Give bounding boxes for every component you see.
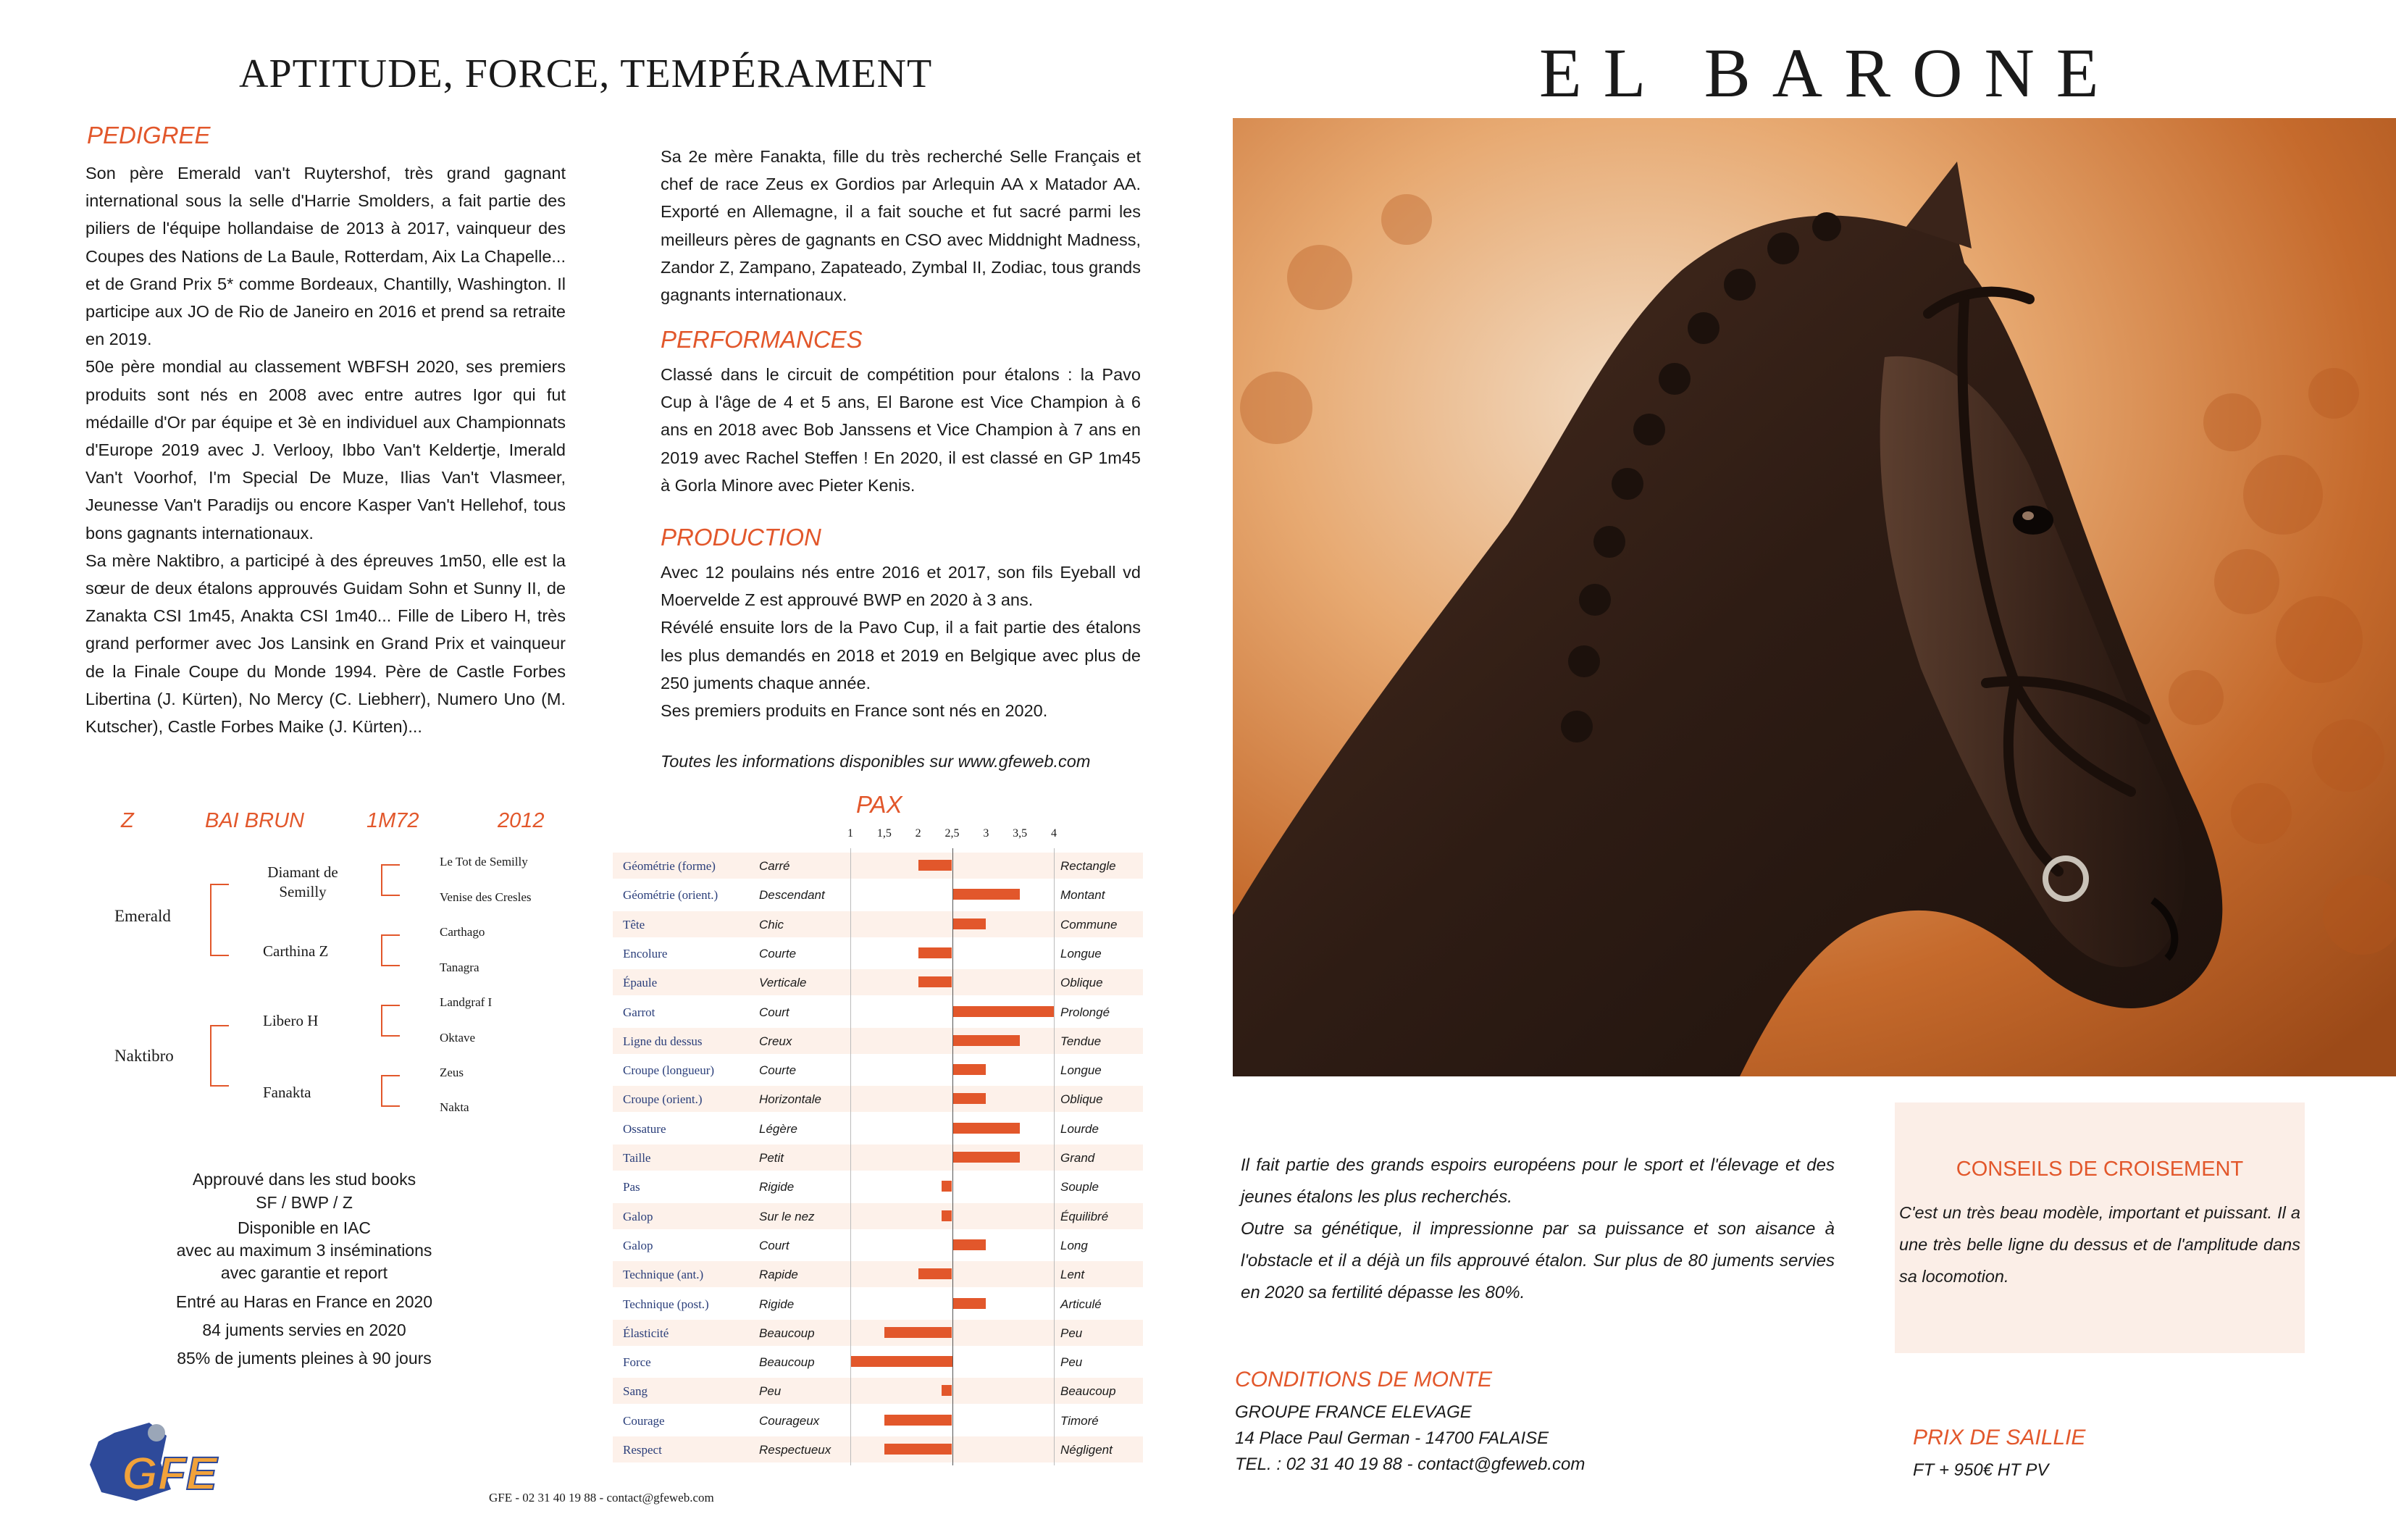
conseils-box: [1895, 1102, 2305, 1353]
production-text-block: [661, 558, 1141, 724]
horse-name: EL BARONE: [1539, 34, 2121, 112]
pax-row-label: Élasticité: [623, 1326, 669, 1340]
pax-left-descriptor: Beaucoup: [759, 1355, 815, 1370]
pax-bar: [952, 1123, 1021, 1134]
approval-studbooks: [87, 1168, 521, 1214]
iac-line-2: avec au maximum 3 inséminations: [176, 1241, 432, 1260]
page-title: APTITUDE, FORCE, TEMPÉRAMENT: [239, 51, 933, 96]
conseils-title: CONSEILS DE CROISEMENT: [1956, 1158, 2244, 1181]
performances-text: Classé dans le circuit de compétition pour étalons : la Pavo Cup à l'âge de 4 et 5 ans, El Barone est Vice Champion à 6 ans en 2018 avec Bob Janssens et Vice Champion à 7 ans en 2019 avec Rachel Steffen ! En 2020, il est classé en GP 1m45 à Gorla Minore avec Pieter Kenis.: [661, 365, 1141, 495]
pax-row-label: Respect: [623, 1443, 662, 1457]
pax-bar: [952, 1152, 1021, 1163]
prix-heading: PRIX DE SAILLIE: [1913, 1426, 2086, 1449]
pax-left-descriptor: Sur le nez: [759, 1209, 815, 1223]
horse-photo: [1233, 118, 2396, 1076]
pax-row: [613, 853, 1143, 879]
g3-name-7: Zeus: [440, 1066, 464, 1079]
description-paragraph-2: Outre sa génétique, il impressionne par sa puissance et son aisance à l'obstacle et il a déjà un fils approuvé étalon. Sur plus de 80 juments servies en 2020 sa fertilité dépasse les 80%.: [1241, 1219, 1835, 1302]
bracket-sire: [210, 884, 229, 956]
pax-left-descriptor: Creux: [759, 1034, 792, 1048]
g3-name-5: Landgraf I: [440, 995, 493, 1009]
pax-right-descriptor: Tendue: [1060, 1034, 1102, 1048]
dam-dam-name: Fanakta: [263, 1084, 311, 1101]
pax-row: [613, 940, 1143, 966]
sire-sire-name: Diamant de Semilly: [267, 863, 338, 900]
pax-tick-label: 1,5: [876, 827, 892, 840]
pax-left-descriptor: Courageux: [759, 1413, 820, 1428]
pax-left-descriptor: Légère: [759, 1121, 797, 1136]
pax-right-descriptor: Beaucoup: [1060, 1384, 1116, 1399]
pax-right-descriptor: Longue: [1060, 946, 1102, 961]
pax-row: [613, 1173, 1143, 1200]
conseils-text: C'est un très beau modèle, important et puissant. Il a une très belle ligne du dessus et de l'amplitude dans sa locomotion.: [1899, 1203, 2300, 1286]
pax-bar: [952, 1239, 987, 1250]
dam-sire-name: Libero H: [263, 1012, 319, 1029]
bracket-g2-3: [381, 1005, 400, 1037]
pax-left-descriptor: Court: [759, 1238, 789, 1252]
pax-row: [613, 1291, 1143, 1317]
pax-left-descriptor: Rigide: [759, 1180, 795, 1194]
pax-row-label: Ossature: [623, 1121, 666, 1136]
pax-row-label: Taille: [623, 1151, 651, 1165]
pax-bar: [918, 976, 952, 987]
pedigree-continuation-text: Sa 2e mère Fanakta, fille du très recherché Selle Français et chef de race Zeus ex Gordios par Arlequin AA x Matador AA. Exporté en Allemagne, il a fait souche et fut sacré parmi les meilleurs pères de gagnants en CSO avec Middnight Madness, Zandor Z, Zampano, Zapateado, Zymbal II, Zodiac, tous grands gagnants internationaux.: [661, 147, 1141, 305]
description-block: [1241, 1150, 1835, 1309]
pax-row: [613, 1261, 1143, 1287]
pax-left-descriptor: Horizontale: [759, 1092, 821, 1107]
pax-right-descriptor: Longue: [1060, 1063, 1102, 1078]
pax-bar: [884, 1444, 952, 1455]
pax-right-descriptor: Équilibré: [1060, 1209, 1109, 1223]
pax-right-descriptor: Prolongé: [1060, 1005, 1110, 1019]
pax-row-label: Tête: [623, 917, 645, 932]
pax-left-descriptor: Petit: [759, 1151, 784, 1165]
pax-bar: [884, 1327, 952, 1338]
pax-row: [613, 1144, 1143, 1171]
description-paragraph-1: Il fait partie des grands espoirs européens pour le sport et l'élevage et des jeunes étalons les plus recherchés.: [1241, 1155, 1835, 1207]
pax-right-descriptor: Oblique: [1060, 1092, 1103, 1107]
pax-right-descriptor: Peu: [1060, 1355, 1083, 1370]
pax-bar: [918, 1268, 952, 1279]
pax-right-descriptor: Articulé: [1060, 1297, 1102, 1311]
g3-name-4: Tanagra: [440, 961, 479, 974]
pax-tick-label: 4: [1051, 827, 1057, 840]
pax-axis-line: [1054, 848, 1055, 1465]
production-paragraph-3: Ses premiers produits en France sont nés en 2020.: [661, 701, 1048, 721]
g3-name-8: Nakta: [440, 1100, 469, 1114]
pax-row: [613, 1320, 1143, 1346]
bracket-g2-1: [381, 864, 400, 896]
pax-row: [613, 1057, 1143, 1083]
bracket-g2-2: [381, 934, 400, 966]
pax-left-descriptor: Descendant: [759, 888, 825, 903]
pax-row-label: Croupe (orient.): [623, 1092, 703, 1107]
pax-title: PAX: [856, 791, 902, 818]
pax-row: [613, 882, 1143, 908]
pax-axis-line: [952, 848, 954, 1465]
pax-row-label: Pas: [623, 1180, 640, 1194]
production-paragraph-2: Révélé ensuite lors de la Pavo Cup, il a fait partie des étalons les plus demandés en 2018 et 2019 en Belgique avec plus de 250 juments chaque année.: [661, 618, 1141, 692]
pax-tick-label: 1: [847, 827, 853, 840]
pax-row: [613, 1436, 1143, 1462]
pax-row-label: Croupe (longueur): [623, 1063, 715, 1078]
pedigree-paragraph-2: 50e père mondial au classement WBFSH 2020, ses premiers produits sont nés en 2008 avec entre autres Igor qui fut médaille d'Or par équipe et 3è en individuel aux Championnats d'Europe 2019 avec J. Verlooy, Ibbo Van't Keldertje, Imerald Van't Voorhof, I'm Special De Muze, Ilias Van't Vlasmeer, Jeunesse Van't Paradijs ou encore Kasper Van't Hellehof, tous bons gagnants internationaux.: [85, 357, 566, 543]
pax-right-descriptor: Négligent: [1060, 1443, 1113, 1457]
pax-row-label: Technique (ant.): [623, 1268, 704, 1282]
pax-right-descriptor: Grand: [1060, 1151, 1095, 1165]
pax-left-descriptor: Rigide: [759, 1297, 795, 1311]
pax-right-descriptor: Rectangle: [1060, 859, 1116, 873]
g3-name-3: Carthago: [440, 925, 485, 939]
coat-color: BAI BRUN: [205, 809, 304, 832]
sire-name: Emerald: [114, 907, 171, 925]
pax-bar: [942, 1210, 952, 1221]
pax-right-descriptor: Commune: [1060, 917, 1118, 932]
pax-row-label: Sang: [623, 1384, 648, 1399]
pax-row: [613, 1407, 1143, 1434]
pax-left-descriptor: Court: [759, 1005, 789, 1019]
pax-bar: [918, 860, 952, 871]
pax-right-descriptor: Oblique: [1060, 976, 1103, 990]
sire-dam-name: Carthina Z: [263, 942, 329, 960]
pedigree-paragraph-1: Son père Emerald van't Ruytershof, très grand gagnant international sous la selle d'Harrie Smolders, a fait partie des piliers de l'équipe hollandaise de 2013 à 2017, vainqueur des Coupes des Nations de La Baule, Rotterdam, Aix La Chapelle... et de Grand Prix 5* comme Bordeaux, Chantilly, Washington. Il participe aux JO de Rio de Janeiro en 2016 et prend sa retraite en 2019.: [85, 164, 566, 349]
conditions-heading: CONDITIONS DE MONTE: [1235, 1368, 1493, 1392]
stud-book-code: Z: [121, 809, 134, 832]
pax-bar: [942, 1385, 952, 1396]
pax-row-label: Technique (post.): [623, 1297, 709, 1311]
pax-row: [613, 911, 1143, 937]
pax-right-descriptor: Lourde: [1060, 1121, 1099, 1136]
pax-row-label: Galop: [623, 1209, 653, 1223]
pax-left-descriptor: Carré: [759, 859, 790, 873]
iac-line-3: avec garantie et report: [220, 1263, 388, 1282]
birth-year: 2012: [498, 809, 545, 832]
approval-line-1: Approuvé dans les stud books: [192, 1170, 416, 1189]
pax-row: [613, 999, 1143, 1025]
stats-line-1: Entré au Haras en France en 2020: [175, 1292, 433, 1311]
pax-row: [613, 1028, 1143, 1054]
stats-line-2: 84 juments servies en 2020: [202, 1321, 406, 1339]
pax-row: [613, 1116, 1143, 1142]
pax-left-descriptor: Respectueux: [759, 1443, 832, 1457]
pax-bar: [918, 947, 952, 958]
performances-heading: PERFORMANCES: [661, 326, 863, 353]
conditions-line-1: GROUPE FRANCE ELEVAGE: [1235, 1402, 1472, 1422]
pax-row: [613, 1349, 1143, 1375]
prix-value: FT + 950€ HT PV: [1913, 1460, 2049, 1480]
performances-text-block: [661, 361, 1141, 499]
approval-iac: [87, 1217, 521, 1284]
pax-left-descriptor: Chic: [759, 917, 784, 932]
footer-contact: GFE - 02 31 40 19 88 - contact@gfeweb.com: [489, 1491, 714, 1505]
pax-bar: [952, 1006, 1055, 1017]
pax-bar: [952, 1093, 987, 1104]
production-paragraph-1: Avec 12 poulains nés entre 2016 et 2017, son fils Eyeball vd Moervelde Z est approuvé BWP en 2020 à 3 ans.: [661, 563, 1141, 610]
pax-bar: [952, 918, 987, 929]
bracket-g2-4: [381, 1075, 400, 1107]
pax-right-descriptor: Long: [1060, 1238, 1088, 1252]
gfe-logo: [85, 1420, 259, 1505]
pax-row-label: Épaule: [623, 976, 658, 990]
pedigree-paragraph-3: Sa mère Naktibro, a participé à des épreuves 1m50, elle est la sœur de deux étalons approuvés Guidam Sohn et Sunny II, de Zanakta CSI 1m45, Anakta CSI 1m40... Fille de Libero H, très grand performer avec Jos Lansink en Grand Prix et vainqueur de la Finale Coupe du Monde 1994. Père de Castle Forbes Libertina (J. Kürten), No Mercy (C. Liebherr), Numero Uno (M. Kutscher), Castle Forbes Maike (J. Kürten)...: [85, 551, 566, 737]
pedigree-continuation: [661, 143, 1141, 309]
pax-left-descriptor: Courte: [759, 946, 797, 961]
pax-row-label: Encolure: [623, 946, 668, 961]
pax-bar: [952, 1035, 1021, 1046]
conditions-line-2: 14 Place Paul German - 14700 FALAISE: [1235, 1428, 1549, 1448]
pax-tick-label: 3: [983, 827, 989, 840]
pax-row-label: Ligne du dessus: [623, 1034, 703, 1048]
pax-row: [613, 1203, 1143, 1229]
pax-tick-label: 2,5: [944, 827, 960, 840]
info-website: Toutes les informations disponibles sur www.gfeweb.com: [661, 752, 1091, 771]
pax-left-descriptor: Courte: [759, 1063, 797, 1078]
pax-bar: [850, 1356, 952, 1367]
approval-line-2: SF / BWP / Z: [256, 1193, 353, 1212]
dam-name: Naktibro: [114, 1047, 174, 1065]
logo-text: GFE: [122, 1447, 217, 1499]
pax-row: [613, 1232, 1143, 1258]
pax-row: [613, 1086, 1143, 1112]
pax-tick-label: 2: [915, 827, 921, 840]
pax-row-label: Courage: [623, 1413, 665, 1428]
pax-right-descriptor: Montant: [1060, 888, 1105, 903]
pax-tick-label: 3,5: [1013, 827, 1028, 840]
pax-row: [613, 1378, 1143, 1404]
pax-bar: [952, 1298, 987, 1309]
pax-axis-line: [850, 848, 851, 1465]
pax-left-descriptor: Verticale: [759, 976, 807, 990]
pax-row-label: Géométrie (orient.): [623, 888, 719, 903]
pax-row-label: Géométrie (forme): [623, 859, 716, 873]
g3-name-1: Le Tot de Semilly: [440, 855, 528, 869]
iac-line-1: Disponible en IAC: [237, 1218, 372, 1237]
g3-name-6: Oktave: [440, 1031, 476, 1045]
g3-name-2: Venise des Cresles: [440, 890, 532, 904]
bracket-dam: [210, 1025, 229, 1087]
pax-left-descriptor: Peu: [759, 1384, 782, 1399]
pax-left-descriptor: Rapide: [759, 1268, 798, 1282]
horse-height: 1M72: [366, 809, 419, 832]
pax-right-descriptor: Timoré: [1060, 1413, 1099, 1428]
pax-left-descriptor: Beaucoup: [759, 1326, 815, 1340]
pax-bar: [942, 1181, 952, 1192]
approval-stats: [87, 1288, 521, 1373]
conditions-line-3[interactable]: TEL. : 02 31 40 19 88 - contact@gfeweb.com: [1235, 1455, 1586, 1474]
pax-bar: [884, 1415, 952, 1426]
stats-line-3: 85% de juments pleines à 90 jours: [177, 1349, 432, 1368]
pax-row: [613, 969, 1143, 995]
pax-right-descriptor: Lent: [1060, 1268, 1085, 1282]
pax-bar: [952, 889, 1021, 900]
pax-right-descriptor: Peu: [1060, 1326, 1083, 1340]
pax-row-label: Force: [623, 1355, 651, 1370]
pax-row-label: Galop: [623, 1238, 653, 1252]
production-heading: PRODUCTION: [661, 524, 821, 551]
pax-row-label: Garrot: [623, 1005, 655, 1019]
pax-right-descriptor: Souple: [1060, 1180, 1099, 1194]
pedigree-heading: PEDIGREE: [87, 122, 211, 148]
pax-bar: [952, 1064, 987, 1075]
pedigree-text-block: [85, 159, 566, 740]
